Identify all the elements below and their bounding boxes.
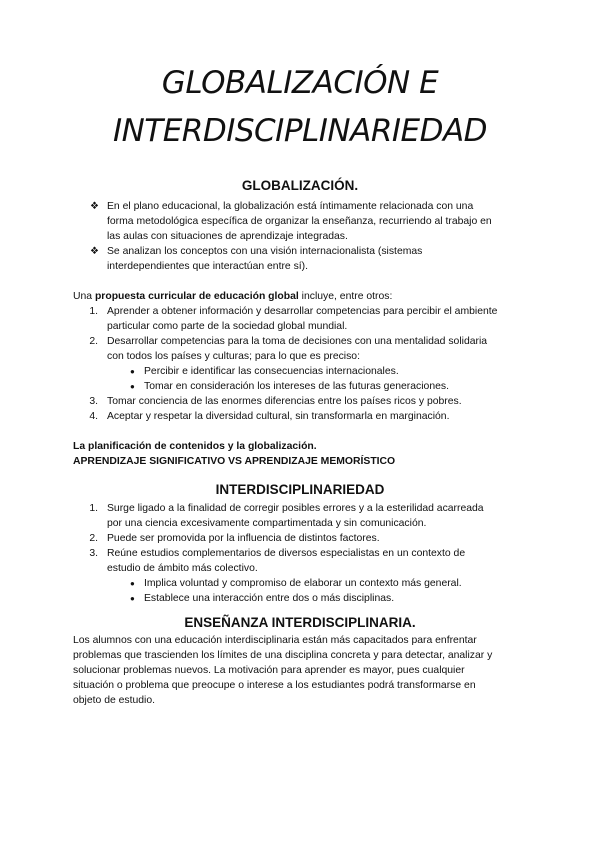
bullet-line: interdependientes que interactúan entre sí). xyxy=(107,261,309,272)
planning-title: La planificación de contenidos y la globalización. xyxy=(73,441,317,452)
list-number: 3. xyxy=(89,396,98,407)
bullet-line: forma metodológica específica de organizar la enseñanza, recurriendo al trabajo en xyxy=(107,216,492,227)
bullet-line: las aulas con situaciones de aprendizaje integradas. xyxy=(107,231,348,242)
curriculum-intro: Una propuesta curricular de educación global incluye, entre otros: xyxy=(73,291,393,302)
sub-item: Tomar en consideración los intereses de las futuras generaciones. xyxy=(144,381,449,392)
list-item-line: particular como parte de la sociedad global mundial. xyxy=(107,321,348,332)
bullet-dot-icon: ● xyxy=(130,594,135,603)
paragraph-line: solucionar problemas nuevos. La motivación para aprender es mayor, pues cualquier xyxy=(73,665,465,676)
list-number: 1. xyxy=(89,306,98,317)
document-title-line-1: GLOBALIZACIÓN E xyxy=(161,65,439,101)
list-item-line: Aceptar y respetar la diversidad cultural, sin transformarla en marginación. xyxy=(107,411,450,422)
curriculum-intro-bold: propuesta curricular de educación global xyxy=(94,291,299,302)
list-item-line: por una ciencia excesivamente compartimentada y sin comunicación. xyxy=(107,518,427,529)
sub-item: Establece una interacción entre dos o más disciplinas. xyxy=(144,593,395,604)
planning-subtitle: APRENDIZAJE SIGNIFICATIVO VS APRENDIZAJE MEMORÍSTICO xyxy=(73,456,396,467)
list-number: 4. xyxy=(89,411,98,422)
bullet-dot-icon: ● xyxy=(130,579,135,588)
list-number: 2. xyxy=(89,533,98,544)
diamond-bullet-icon: ❖ xyxy=(90,246,99,257)
list-number: 2. xyxy=(89,336,98,347)
sub-item: Implica voluntad y compromiso de elaborar un contexto más general. xyxy=(144,578,462,589)
list-item-line: Reúne estudios complementarios de diversos especialistas en un contexto de xyxy=(107,548,466,559)
list-item-line: Tomar conciencia de las enormes diferencias entre los países ricos y pobres. xyxy=(107,396,462,407)
list-item-line: Surge ligado a la finalidad de corregir posibles errores y a la esterilidad acarreada xyxy=(107,503,484,514)
diamond-bullet-icon: ❖ xyxy=(90,201,99,212)
section-heading-interdisciplinariedad: INTERDISCIPLINARIEDAD xyxy=(215,482,385,497)
paragraph-line: situación o problema que preocupe o interese a los estudiantes podrá transformarse en xyxy=(73,680,476,691)
paragraph-line: objeto de estudio. xyxy=(73,695,156,706)
document-title-line-2: INTERDISCIPLINARIEDAD xyxy=(112,113,488,149)
bullet-line: En el plano educacional, la globalización está íntimamente relacionada con una xyxy=(107,201,474,212)
list-item-line: Desarrollar competencias para la toma de decisiones con una mentalidad solidaria xyxy=(107,336,488,347)
list-item-line: Puede ser promovida por la influencia de distintos factores. xyxy=(107,533,380,544)
list-item-line: Aprender a obtener información y desarrollar competencias para percibir el ambiente xyxy=(107,306,498,317)
sub-item: Percibir e identificar las consecuencias internacionales. xyxy=(144,366,399,377)
section-heading-ensenanza: ENSEÑANZA INTERDISCIPLINARIA. xyxy=(184,615,416,630)
bullet-dot-icon: ● xyxy=(130,382,135,391)
bullet-line: Se analizan los conceptos con una visión internacionalista (sistemas xyxy=(107,246,423,257)
list-item-line: estudio de ámbito más colectivo. xyxy=(107,563,258,574)
list-number: 3. xyxy=(89,548,98,559)
paragraph-line: problemas que trascienden los límites de una disciplina concreta y para detectar, analizar y xyxy=(73,650,493,661)
section-heading-globalizacion: GLOBALIZACIÓN. xyxy=(241,178,359,193)
paragraph-line: Los alumnos con una educación interdisciplinaria están más capacitados para enfrentar xyxy=(73,635,477,646)
bullet-dot-icon: ● xyxy=(130,367,135,376)
list-number: 1. xyxy=(89,503,98,514)
list-item-line: con todos los países y culturas; para lo que es preciso: xyxy=(107,351,360,362)
